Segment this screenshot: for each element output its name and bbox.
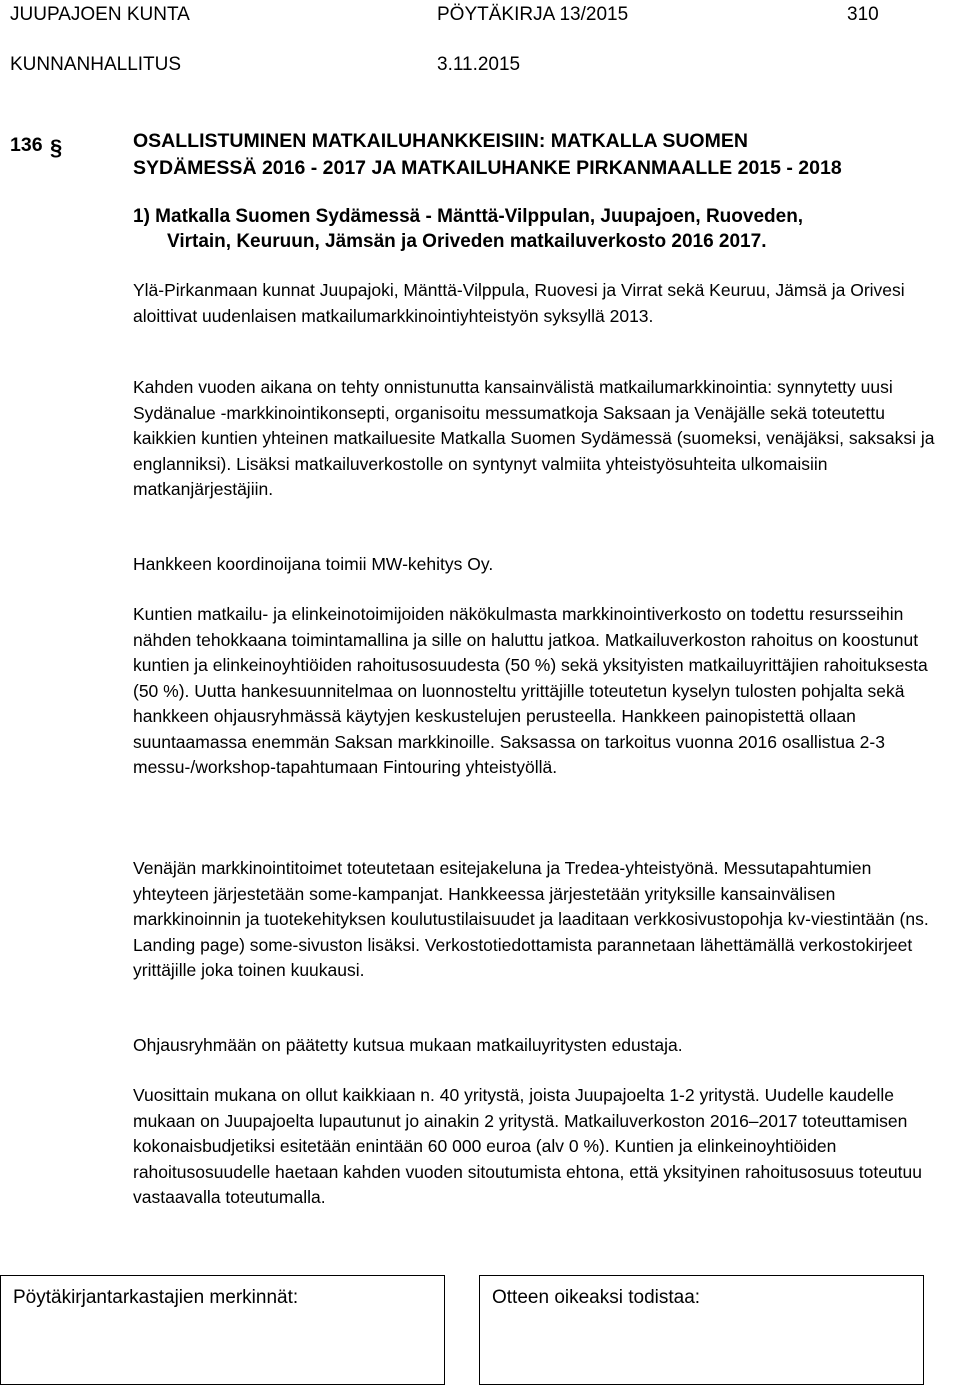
certified-copy-label: Otteen oikeaksi todistaa: bbox=[492, 1287, 701, 1308]
section-title-line2: SYDÄMESSÄ 2016 - 2017 JA MATKAILUHANKE PIRKANMAALLE 2015 - 2018 bbox=[133, 157, 842, 179]
section-title-line1: OSALLISTUMINEN MATKAILUHANKKEISIIN: MATKALLA SUOMEN bbox=[133, 130, 748, 152]
reviewer-notes-label: Pöytäkirjantarkastajien merkinnät: bbox=[13, 1287, 299, 1308]
governing-body: KUNNANHALLITUS bbox=[10, 54, 182, 75]
paragraph-russia: Venäjän markkinointitoimet toteutetaan esitejakeluna ja Tredea-yhteistyönä. Messutapahtumien yhteyteen järjestetään some-kampanjat. Hankkeessa järjestetään yrityksille kansainvälisen markkinoinnin ja tuotekehityksen koulutustilaisuudet ja laaditaan verkkosivustopohja kv-viestintään (ns. Landing page) some-sivuston lisäksi. Verkostotiedottamista parannetaan lähettämällä verkostokirjeet yrittäjille joka toinen kuukausi. bbox=[133, 858, 929, 980]
section-sign-icon bbox=[50, 133, 62, 161]
reviewer-notes-box bbox=[0, 1275, 445, 1385]
paragraph-coordinator: Hankkeen koordinoijana toimii MW-kehitys Oy. bbox=[133, 554, 494, 574]
document-title: PÖYTÄKIRJA 13/2015 bbox=[437, 4, 629, 25]
certified-copy-box bbox=[479, 1275, 924, 1385]
paragraph-financing: Kuntien matkailu- ja elinkeinotoimijoiden näkökulmasta markkinointiverkosto on todettu resursseihin nähden tehokkaana toimintamallina ja sille on haluttu jatkoa. Matkailuverkoston rahoitus on koostunut kuntien ja elinkeinoyhtiöiden rahoitusosuudesta (50 %) sekä yksityisten matkailuyrittäjien rahoituksesta (50 %). Uutta hankesuunnitelmaa on luonnosteltu yrittäjille toteutetun kyselyn tulosten pohjalta sekä hankkeen ohjausryhmässä käytyjen keskustelujen perusteella. Hankkeen painopistettä ollaan suuntaamassa enemmän Saksan markkinoille. Saksassa on tarkoitus vuonna 2016 osallistua 2-3 messu-/workshop-tapahtumaan Fintouring yhteistyöllä. bbox=[133, 604, 928, 777]
paragraph-achievements: Kahden vuoden aikana on tehty onnistunutta kansainvälistä matkailumarkkinointia: synnytetty uusi Sydänalue -markkinointikonsepti, organisoitu messumatkoja Saksaan ja Venäjälle sekä toteutettu kaikkien kuntien yhteinen matkailuesite Matkalla Suomen Sydämessä (suomeksi, venäjäksi, saksaksi ja englanniksi). Lisäksi matkailuverkostolle on syntynyt valmiita yhteistyösuhteita ulkomaisiin matkanjärjestäjiin. bbox=[133, 377, 935, 499]
meeting-date: 3.11.2015 bbox=[437, 54, 521, 75]
page-number: 310 bbox=[847, 4, 879, 25]
svg-text:§: § bbox=[50, 135, 62, 160]
municipality-name: JUUPAJOEN KUNTA bbox=[10, 4, 190, 25]
paragraph-intro: Ylä-Pirkanmaan kunnat Juupajoki, Mänttä-Vilppula, Ruovesi ja Virrat sekä Keuruu, Jämsä ja Orivesi aloittivat uudenlaisen matkailumarkkinointiyhteistyön syksyllä 2013. bbox=[133, 280, 905, 326]
subtitle-line1: 1) Matkalla Suomen Sydämessä - Mänttä-Vilppulan, Juupajoen, Ruoveden, bbox=[133, 206, 804, 227]
subtitle-line2: Virtain, Keuruun, Jämsän ja Oriveden matkailuverkosto 2016 2017. bbox=[167, 231, 767, 252]
section-number: 136 bbox=[10, 134, 43, 156]
paragraph-steering-group: Ohjausryhmään on päätetty kutsua mukaan matkailuyritysten edustaja. bbox=[133, 1035, 683, 1055]
paragraph-budget: Vuosittain mukana on ollut kaikkiaan n. 40 yritystä, joista Juupajoelta 1-2 yritystä. Uudelle kaudelle mukaan on Juupajoelta lupautunut jo ainakin 2 yritystä. Matkailuverkoston 2016–2017 toteuttamisen kokonaisbudjetiksi esitetään enintään 60 000 euroa (alv 0 %). Kuntien ja elinkeinoyhtiöiden rahoitusosuudelle haetaan kahden vuoden sitoutumista ehtona, että yksityinen rahoitusosuus toteutuu vastaavalla toteutumalla. bbox=[133, 1085, 923, 1207]
